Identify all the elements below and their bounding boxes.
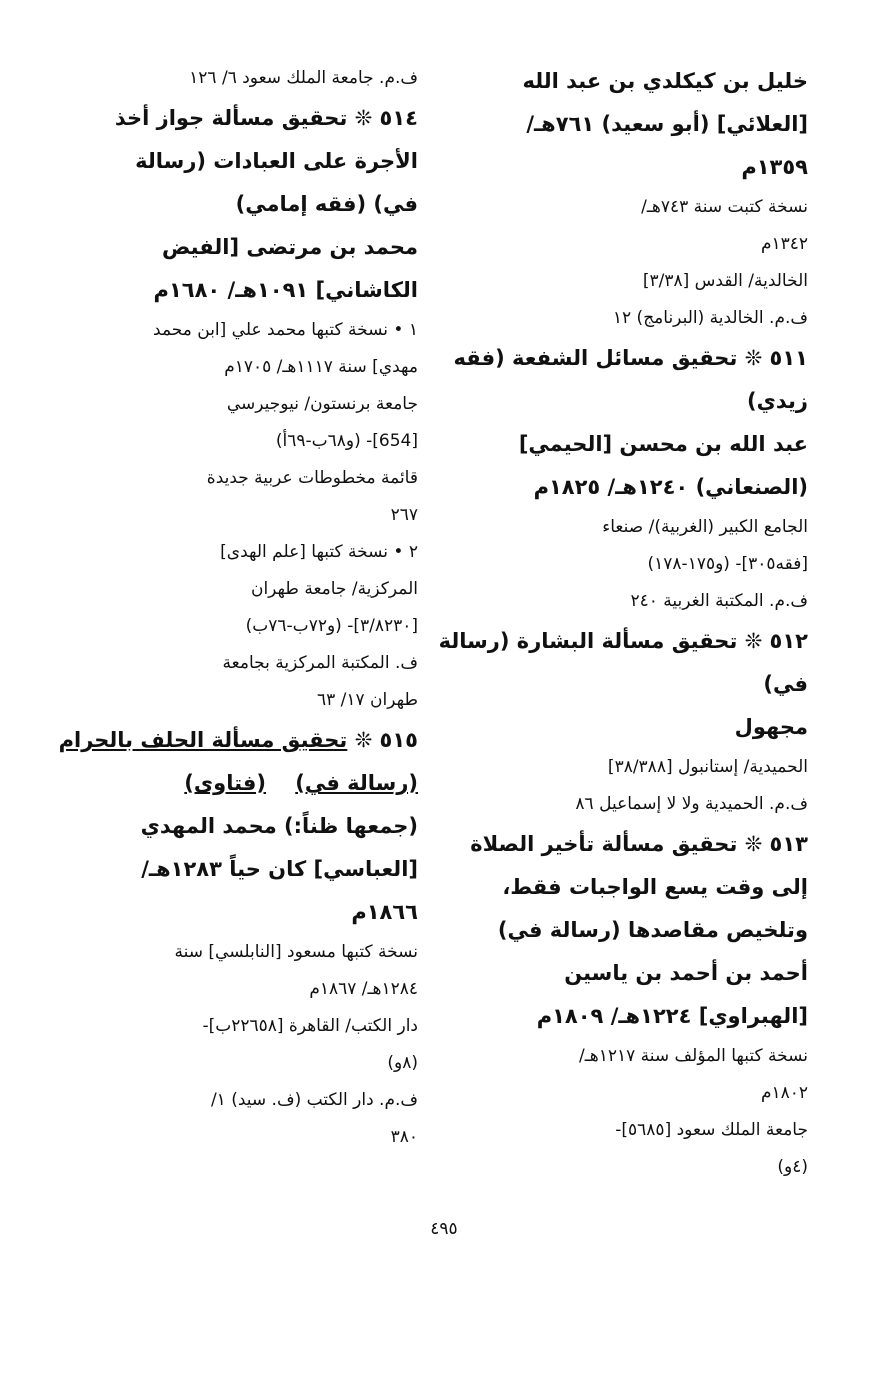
entry-title xyxy=(58,719,418,762)
copy-note: نسخة كتبها مسعود [النابلسي] سنة xyxy=(174,942,418,962)
author-line: ١٨٦٦م xyxy=(351,900,418,924)
right-column xyxy=(438,60,808,1186)
location-note: المركزية/ جامعة طهران xyxy=(250,579,418,599)
reference-note: ف.م. المكتبة الغربية ٢٤٠ xyxy=(630,591,808,611)
entry-subtitle xyxy=(88,762,418,805)
entry-title-text: تحقيق مسألة الحلف بالحرام xyxy=(58,728,348,752)
location-note: دار الكتب/ القاهرة [٢٢٦٥٨ب]- xyxy=(202,1016,418,1036)
location-note: الجامع الكبير (الغربية)/ صنعاء xyxy=(602,517,808,537)
author-line: محمد بن مرتضى [الفيض xyxy=(162,235,418,259)
location-note: (٤و) xyxy=(777,1157,808,1177)
copy-note: ١٣٤٢م xyxy=(760,234,808,254)
reference-note: ف.م. جامعة الملك سعود ٦/ ١٢٦ xyxy=(189,68,418,88)
entry-title: ٥١٢ ❊ تحقيق مسألة البشارة (رسالة xyxy=(438,629,808,653)
reference-note: ف.م. الخالدية (البرنامج) ١٢ xyxy=(612,308,808,328)
reference-note: ٣٨٠ xyxy=(390,1127,418,1147)
author-line: عبد الله بن محسن [الحيمي] xyxy=(518,432,808,456)
author-line: أحمد بن أحمد بن ياسين xyxy=(564,961,808,985)
entry-512 xyxy=(438,620,808,823)
entry-510-continuation xyxy=(473,60,808,337)
location-note: جامعة برنستون/ نيوجيرسي xyxy=(226,394,418,414)
author-line: الكاشاني] ١٠٩١هـ/ ١٦٨٠م xyxy=(153,278,418,302)
entry-514 xyxy=(88,97,418,719)
copy-note: ١ • نسخة كتبها محمد علي [ابن محمد xyxy=(153,320,418,340)
copy-note: نسخة كتبت سنة ٧٤٣هـ/ xyxy=(641,197,808,217)
left-column xyxy=(58,60,418,1156)
copy-note: ٢ • نسخة كتبها [علم الهدى] xyxy=(220,542,418,562)
entry-title: إلى وقت يسع الواجبات فقط، xyxy=(502,875,808,899)
location-note: [٣/٨٢٣٠]- (و٧٢ب-٧٦ب) xyxy=(245,616,418,636)
reference-note: ٢٦٧ xyxy=(390,505,418,525)
subtitle-part: (فتاوى) xyxy=(184,771,266,795)
reference-note: طهران ١٧/ ٦٣ xyxy=(316,690,418,710)
entry-title: وتلخيص مقاصدها (رسالة في) xyxy=(497,918,808,942)
location-note: الخالدية/ القدس [٣/٣٨] xyxy=(642,271,808,291)
entry-number: ٥١٥ ❊ xyxy=(354,728,418,752)
reference-note: ف. المكتبة المركزية بجامعة xyxy=(222,653,418,673)
author-line: ١٣٥٩م xyxy=(741,155,808,179)
page-number: ٤٩٥ xyxy=(430,1219,458,1239)
author-line: مجهول xyxy=(734,715,808,739)
author-line: [العلائي] (أبو سعيد) ٧٦١هـ/ xyxy=(526,112,808,136)
entry-515 xyxy=(58,719,418,1156)
location-note: [فقه٣٠٥]- (و١٧٥-١٧٨) xyxy=(647,554,808,574)
entry-title: ٥١١ ❊ تحقيق مسائل الشفعة (فقه xyxy=(453,346,808,370)
author-line: [الهبراوي] ١٢٢٤هـ/ ١٨٠٩م xyxy=(536,1004,808,1028)
location-note: [654]- (و٦٨ب-٦٩أ) xyxy=(275,431,418,451)
copy-note: ١٢٨٤هـ/ ١٨٦٧م xyxy=(309,979,418,999)
author-line: [العباسي] كان حياً ١٢٨٣هـ/ xyxy=(141,857,418,881)
reference-note: ف.م. الحميدية ولا لا إسماعيل ٨٦ xyxy=(575,794,808,814)
copy-note: نسخة كتبها المؤلف سنة ١٢١٧هـ/ xyxy=(579,1046,808,1066)
copy-note: ١٨٠٢م xyxy=(760,1083,808,1103)
copy-note: مهدي] سنة ١١١٧هـ/ ١٧٠٥م xyxy=(224,357,418,377)
location-note: جامعة الملك سعود [٥٦٨٥]- xyxy=(615,1120,808,1140)
entry-title: زيدي) xyxy=(747,389,808,413)
reference-note: قائمة مخطوطات عربية جديدة xyxy=(206,468,418,488)
reference-note: ف.م. دار الكتب (ف. سيد) ١/ xyxy=(210,1090,418,1110)
author-line: خليل بن كيكلدي بن عبد الله xyxy=(522,69,808,93)
entry-title: ٥١٤ ❊ تحقيق مسألة جواز أخذ xyxy=(114,106,418,130)
location-note: (٨و) xyxy=(387,1053,418,1073)
author-line: (جمعها ظناً:) محمد المهدي xyxy=(140,814,418,838)
entry-title: الأجرة على العبادات (رسالة xyxy=(135,149,418,173)
subtitle-part: (رسالة في) xyxy=(295,771,418,795)
entry-title: في) (فقه إمامي) xyxy=(235,192,418,216)
entry-title: في) xyxy=(763,672,808,696)
entry-511 xyxy=(453,337,808,620)
entry-title: ٥١٣ ❊ تحقيق مسألة تأخير الصلاة xyxy=(470,832,808,856)
entry-513-continuation xyxy=(88,60,418,97)
entry-513 xyxy=(470,823,808,1186)
author-line: (الصنعاني) ١٢٤٠هـ/ ١٨٢٥م xyxy=(533,475,808,499)
location-note: الحميدية/ إستانبول [٣٨/٣٨٨] xyxy=(607,757,808,777)
